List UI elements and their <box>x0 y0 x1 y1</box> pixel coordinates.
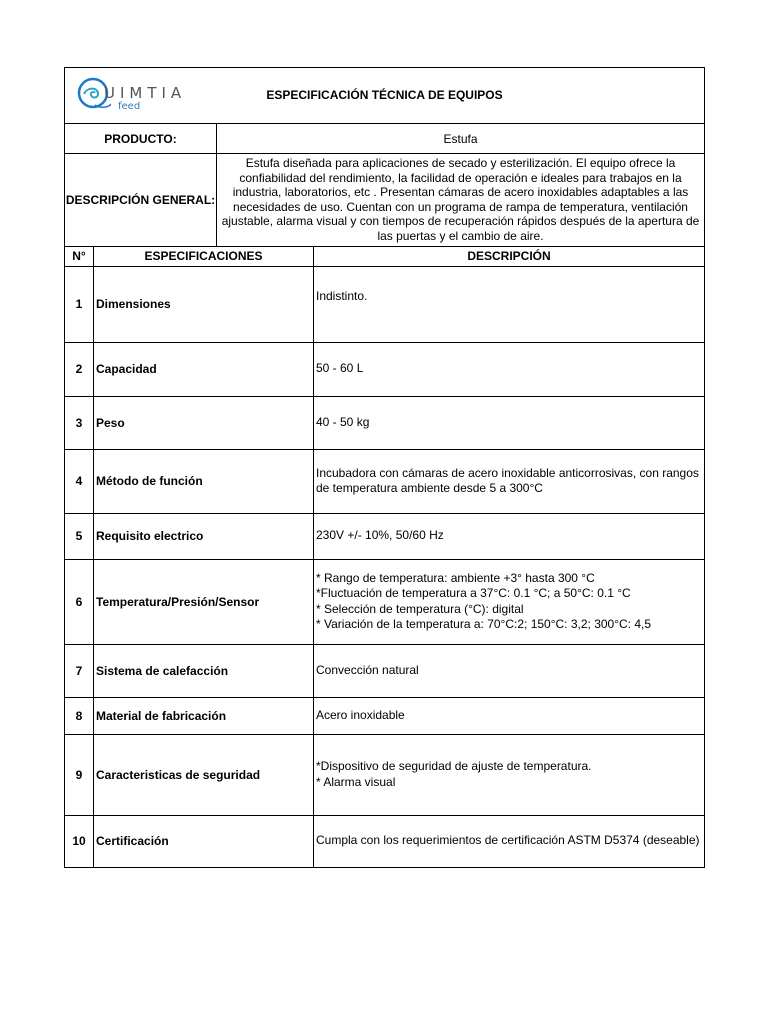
row-number: 9 <box>65 734 94 815</box>
general-description-text: Estufa diseñada para aplicaciones de secado y esterilización. El equipo ofrece la confiabilidad del rendimiento, la facilidad de operación e ideales para trabajos en la industria, laboratorios, etc . Presentan cámaras de acero inoxidables adaptables a las necesidades de uso. Cuentan con un programa de rampa de temperatura, ventilación ajustable, alarma visual y con tiempos de recuperación rápidos después de la apertura de las puertas y el cambio de aire. <box>217 154 705 247</box>
row-number: 2 <box>65 342 94 396</box>
spec-description-line: *Fluctuación de temperatura a 37°C: 0.1 °C; a 50°C: 0.1 °C <box>316 586 631 601</box>
spec-description-line: Acero inoxidable <box>316 707 405 722</box>
spec-description-line: * Selección de temperatura (°C): digital <box>316 601 524 616</box>
spec-description-line: * Alarma visual <box>316 774 396 789</box>
spec-description-line: 50 - 60 L <box>316 361 364 376</box>
spec-description-line: Convección natural <box>316 662 419 677</box>
product-label: PRODUCTO: <box>65 124 217 154</box>
column-header-spec: ESPECIFICACIONES <box>94 246 314 266</box>
spec-name: Temperatura/Presión/Sensor <box>94 559 314 644</box>
spec-name: Capacidad <box>94 342 314 396</box>
general-description-row <box>65 154 705 247</box>
spec-description-line: Cumpla con los requerimientos de certificación ASTM D5374 (deseable) <box>316 833 700 848</box>
product-row <box>65 124 705 154</box>
spec-description-line: * Rango de temperatura: ambiente +3° hasta 300 °C <box>316 570 595 585</box>
logo-wordmark: UIMTIA <box>104 84 187 102</box>
table-row <box>65 396 705 449</box>
specification-table <box>64 67 705 868</box>
spec-description-line: Indistinto. <box>316 288 368 303</box>
column-header-row <box>65 246 705 266</box>
spec-name: Dimensiones <box>94 266 314 342</box>
spec-description <box>314 449 705 513</box>
row-number: 8 <box>65 697 94 734</box>
spec-description <box>314 734 705 815</box>
header-row <box>65 68 705 124</box>
spec-name: Método de función <box>94 449 314 513</box>
row-number: 5 <box>65 513 94 559</box>
row-number: 7 <box>65 644 94 697</box>
product-value: Estufa <box>217 124 705 154</box>
column-header-desc: DESCRIPCIÓN <box>314 246 705 266</box>
spec-name: Material de fabricación <box>94 697 314 734</box>
spec-description <box>314 266 705 342</box>
spec-description-line: *Dispositivo de seguridad de ajuste de temperatura. <box>316 759 592 774</box>
table-row <box>65 449 705 513</box>
row-number: 4 <box>65 449 94 513</box>
spec-name: Peso <box>94 396 314 449</box>
column-header-num: N° <box>65 246 94 266</box>
spec-description-line: 40 - 50 kg <box>316 414 370 429</box>
spec-name: Sistema de calefacción <box>94 644 314 697</box>
spec-description-line: 230V +/- 10%, 50/60 Hz <box>316 528 444 543</box>
row-number: 3 <box>65 396 94 449</box>
spec-description <box>314 513 705 559</box>
table-row <box>65 734 705 815</box>
general-description-label: DESCRIPCIÓN GENERAL: <box>65 154 217 247</box>
spec-name: Requisito electrico <box>94 513 314 559</box>
spec-description-line: de temperatura ambiente desde 5 a 300°C <box>316 481 543 496</box>
table-row <box>65 697 705 734</box>
spec-name: Certificación <box>94 815 314 867</box>
spec-description <box>314 342 705 396</box>
row-number: 6 <box>65 559 94 644</box>
spec-description <box>314 697 705 734</box>
row-number: 10 <box>65 815 94 867</box>
spec-description <box>314 815 705 867</box>
table-row <box>65 513 705 559</box>
spec-description <box>314 644 705 697</box>
document-title: ESPECIFICACIÓN TÉCNICA DE EQUIPOS <box>266 88 503 102</box>
table-row <box>65 644 705 697</box>
spec-description <box>314 559 705 644</box>
spec-description <box>314 396 705 449</box>
table-row <box>65 559 705 644</box>
spec-description-line: * Variación de la temperatura a: 70°C:2; 150°C: 3,2; 300°C: 4,5 <box>316 617 652 632</box>
row-number: 1 <box>65 266 94 342</box>
logo-subtext: feed <box>118 101 141 112</box>
spec-description-line: Incubadora con cámaras de acero inoxidable anticorrosivas, con rangos <box>316 465 699 480</box>
table-row <box>65 815 705 867</box>
table-row <box>65 342 705 396</box>
header-cell <box>65 68 705 124</box>
table-row <box>65 266 705 342</box>
spec-name: Caracteristicas de seguridad <box>94 734 314 815</box>
